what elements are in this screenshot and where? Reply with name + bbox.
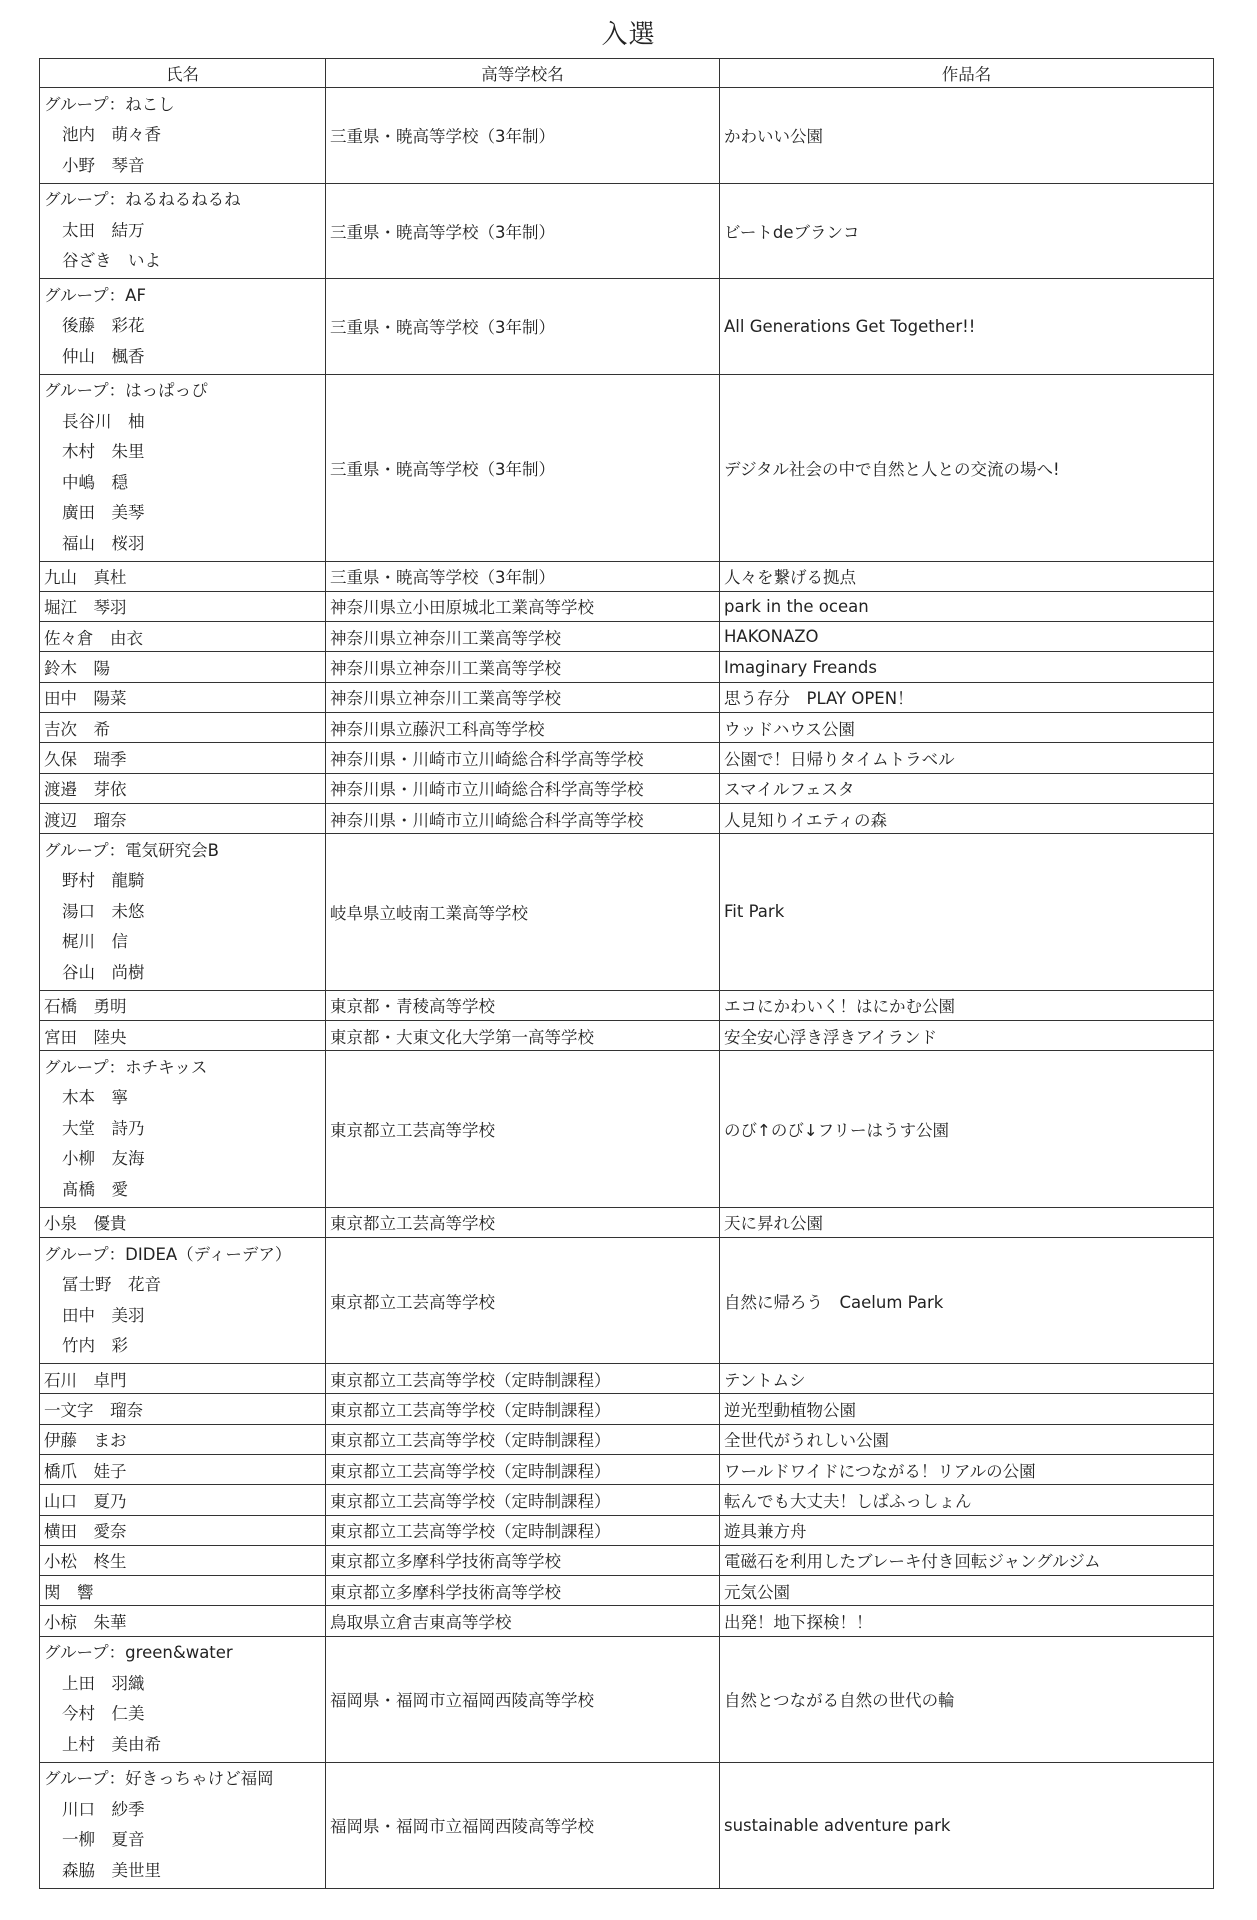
member-name: 竹内 彩 bbox=[62, 1336, 128, 1356]
school-cell: 神奈川県・川崎市立川崎総合科学高等学校 bbox=[326, 773, 720, 803]
school-cell: 神奈川県・川崎市立川崎総合科学高等学校 bbox=[326, 743, 720, 773]
work-title-cell: sustainable adventure park bbox=[720, 1762, 1214, 1888]
school-cell: 三重県・暁高等学校（3年制） bbox=[326, 88, 720, 184]
group-name: グループ：電気研究会B bbox=[44, 840, 219, 860]
member-name: 木本 寧 bbox=[62, 1088, 128, 1108]
member-name: 川口 紗季 bbox=[62, 1799, 145, 1819]
member-name: 太田 結万 bbox=[62, 220, 145, 240]
name-cell: 関 響 bbox=[40, 1576, 326, 1606]
member-name: 髙橋 愛 bbox=[62, 1179, 128, 1199]
member-name: 谷ざき いよ bbox=[62, 251, 161, 270]
school-cell: 神奈川県立神奈川工業高等学校 bbox=[326, 652, 720, 682]
work-title-cell: 電磁石を利用したブレーキ付き回転ジャングルジム bbox=[720, 1545, 1214, 1575]
award-table bbox=[39, 58, 1214, 1889]
work-title-cell: Fit Park bbox=[720, 834, 1214, 991]
table-row bbox=[40, 1238, 1214, 1364]
member-name: 大堂 詩乃 bbox=[62, 1118, 145, 1138]
member-name: 小野 琴音 bbox=[62, 155, 145, 175]
school-cell: 神奈川県・川崎市立川崎総合科学高等学校 bbox=[326, 803, 720, 833]
table-row bbox=[40, 1576, 1214, 1606]
work-title-cell: 自然に帰ろう Caelum Park bbox=[720, 1238, 1214, 1364]
group-name: グループ：はっぱっぴ bbox=[44, 381, 208, 400]
name-cell: 吉次 希 bbox=[40, 712, 326, 742]
name-cell bbox=[40, 1238, 326, 1364]
name-cell: 石川 卓門 bbox=[40, 1364, 326, 1394]
name-cell bbox=[40, 88, 326, 184]
work-title-cell: ビートdeブランコ bbox=[720, 183, 1214, 279]
name-cell: 石橋 勇明 bbox=[40, 990, 326, 1020]
work-title-cell: 転んでも大丈夫！しばふっしょん bbox=[720, 1485, 1214, 1515]
group-name: グループ：ホチキッス bbox=[44, 1057, 208, 1077]
member-name: 冨士野 花音 bbox=[62, 1275, 161, 1295]
table-row bbox=[40, 1424, 1214, 1454]
member-name: 小柳 友海 bbox=[62, 1149, 145, 1169]
member-name: 野村 龍騎 bbox=[62, 871, 145, 891]
school-cell: 福岡県・福岡市立福岡西陵高等学校 bbox=[326, 1762, 720, 1888]
member-name: 上田 羽織 bbox=[62, 1673, 145, 1693]
table-row bbox=[40, 88, 1214, 184]
work-title-cell: 人々を繋げる拠点 bbox=[720, 561, 1214, 591]
table-row bbox=[40, 183, 1214, 279]
table-row bbox=[40, 990, 1214, 1020]
member-name: 仲山 楓香 bbox=[62, 346, 145, 366]
name-cell: 久保 瑞季 bbox=[40, 743, 326, 773]
school-cell: 神奈川県立神奈川工業高等学校 bbox=[326, 682, 720, 712]
member-name: 後藤 彩花 bbox=[62, 316, 145, 335]
member-name: 森脇 美世里 bbox=[62, 1860, 161, 1880]
work-title-cell: 人見知りイエティの森 bbox=[720, 803, 1214, 833]
group-name: グループ：DIDEA（ディーデア） bbox=[44, 1244, 292, 1264]
member-name: 湯口 未悠 bbox=[62, 901, 145, 921]
work-title-cell: かわいい公園 bbox=[720, 88, 1214, 184]
work-title-cell: 公園で！日帰りタイムトラベル bbox=[720, 743, 1214, 773]
school-cell: 三重県・暁高等学校（3年制） bbox=[326, 374, 720, 561]
school-cell: 東京都立工芸高等学校 bbox=[326, 1207, 720, 1237]
table-row bbox=[40, 561, 1214, 591]
member-name: 一柳 夏音 bbox=[62, 1830, 145, 1850]
table-row bbox=[40, 1545, 1214, 1575]
table-body bbox=[40, 88, 1214, 1889]
name-cell: 伊藤 まお bbox=[40, 1424, 326, 1454]
name-cell: 小松 柊生 bbox=[40, 1545, 326, 1575]
member-name: 梶川 信 bbox=[62, 932, 128, 952]
work-title-cell: ワールドワイドにつながる！リアルの公園 bbox=[720, 1454, 1214, 1484]
work-title-cell: HAKONAZO bbox=[720, 622, 1214, 652]
group-name: グループ：ねこし bbox=[44, 94, 175, 114]
work-title-cell: スマイルフェスタ bbox=[720, 773, 1214, 803]
table-row bbox=[40, 1394, 1214, 1424]
table-row bbox=[40, 1207, 1214, 1237]
work-title-cell: 思う存分 PLAY OPEN！ bbox=[720, 682, 1214, 712]
name-cell bbox=[40, 183, 326, 279]
header-name: 氏名 bbox=[40, 59, 326, 88]
name-cell: 橋爪 娃子 bbox=[40, 1454, 326, 1484]
work-title-cell: 元気公園 bbox=[720, 1576, 1214, 1606]
table-row bbox=[40, 803, 1214, 833]
school-cell: 東京都立工芸高等学校（定時制課程） bbox=[326, 1485, 720, 1515]
school-cell: 東京都立工芸高等学校（定時制課程） bbox=[326, 1364, 720, 1394]
table-row bbox=[40, 652, 1214, 682]
school-cell: 東京都・大東文化大学第一高等学校 bbox=[326, 1020, 720, 1050]
table-row bbox=[40, 279, 1214, 375]
name-cell: 小椋 朱華 bbox=[40, 1606, 326, 1636]
table-row bbox=[40, 1364, 1214, 1394]
name-cell: 渡邉 芽依 bbox=[40, 773, 326, 803]
name-cell: 佐々倉 由衣 bbox=[40, 622, 326, 652]
table-row bbox=[40, 682, 1214, 712]
table-row bbox=[40, 591, 1214, 621]
work-title-cell: 安全安心浮き浮きアイランド bbox=[720, 1020, 1214, 1050]
school-cell: 三重県・暁高等学校（3年制） bbox=[326, 183, 720, 279]
member-name: 廣田 美琴 bbox=[62, 503, 145, 522]
table-row bbox=[40, 1051, 1214, 1208]
table-row bbox=[40, 1606, 1214, 1636]
group-name: グループ：好きっちゃけど福岡 bbox=[44, 1769, 274, 1789]
name-cell: 堀江 琴羽 bbox=[40, 591, 326, 621]
work-title-cell: 出発！地下探検！！ bbox=[720, 1606, 1214, 1636]
member-name: 上村 美由希 bbox=[62, 1734, 161, 1754]
name-cell: 宮田 陸央 bbox=[40, 1020, 326, 1050]
table-row bbox=[40, 622, 1214, 652]
name-cell: 一文字 瑠奈 bbox=[40, 1394, 326, 1424]
name-cell: 山口 夏乃 bbox=[40, 1485, 326, 1515]
table-row bbox=[40, 1636, 1214, 1762]
table-row bbox=[40, 834, 1214, 991]
work-title-cell: デジタル社会の中で自然と人との交流の場へ! bbox=[720, 374, 1214, 561]
name-cell bbox=[40, 279, 326, 375]
member-name: 田中 美羽 bbox=[62, 1305, 145, 1325]
school-cell: 東京都立工芸高等学校 bbox=[326, 1238, 720, 1364]
table-row bbox=[40, 1485, 1214, 1515]
school-cell: 東京都立工芸高等学校（定時制課程） bbox=[326, 1454, 720, 1484]
group-name: グループ：ねるねるねるね bbox=[44, 190, 241, 209]
header-work: 作品名 bbox=[720, 59, 1214, 88]
member-name: 今村 仁美 bbox=[62, 1704, 145, 1724]
table-row bbox=[40, 374, 1214, 561]
work-title-cell: のび↑のび↓フリーはうす公園 bbox=[720, 1051, 1214, 1208]
work-title-cell: 自然とつながる自然の世代の輪 bbox=[720, 1636, 1214, 1762]
work-title-cell: Imaginary Freands bbox=[720, 652, 1214, 682]
member-name: 福山 桜羽 bbox=[62, 533, 145, 553]
header-school: 高等学校名 bbox=[326, 59, 720, 88]
name-cell: 渡辺 瑠奈 bbox=[40, 803, 326, 833]
work-title-cell: ウッドハウス公園 bbox=[720, 712, 1214, 742]
school-cell: 三重県・暁高等学校（3年制） bbox=[326, 561, 720, 591]
header-row bbox=[40, 59, 1214, 88]
school-cell: 東京都立工芸高等学校 bbox=[326, 1051, 720, 1208]
member-name: 谷山 尚樹 bbox=[62, 962, 145, 982]
school-cell: 東京都立多摩科学技術高等学校 bbox=[326, 1545, 720, 1575]
work-title-cell: 遊具兼方舟 bbox=[720, 1515, 1214, 1545]
school-cell: 鳥取県立倉吉東高等学校 bbox=[326, 1606, 720, 1636]
work-title-cell: All Generations Get Together!! bbox=[720, 279, 1214, 375]
member-name: 池内 萌々香 bbox=[62, 125, 161, 144]
name-cell bbox=[40, 1051, 326, 1208]
school-cell: 神奈川県立神奈川工業高等学校 bbox=[326, 622, 720, 652]
table-row bbox=[40, 1020, 1214, 1050]
work-title-cell: park in the ocean bbox=[720, 591, 1214, 621]
name-cell: 小泉 優貴 bbox=[40, 1207, 326, 1237]
name-cell: 鈴木 陽 bbox=[40, 652, 326, 682]
name-cell: 横田 愛奈 bbox=[40, 1515, 326, 1545]
school-cell: 東京都立多摩科学技術高等学校 bbox=[326, 1576, 720, 1606]
school-cell: 東京都立工芸高等学校（定時制課程） bbox=[326, 1424, 720, 1454]
page-title: 入選 bbox=[601, 20, 656, 50]
work-title-cell: エコにかわいく！はにかむ公園 bbox=[720, 990, 1214, 1020]
name-cell bbox=[40, 1762, 326, 1888]
member-name: 長谷川 柚 bbox=[62, 411, 145, 431]
work-title-cell: 逆光型動植物公園 bbox=[720, 1394, 1214, 1424]
work-title-cell: テントムシ bbox=[720, 1364, 1214, 1394]
school-cell: 三重県・暁高等学校（3年制） bbox=[326, 279, 720, 375]
school-cell: 東京都立工芸高等学校（定時制課程） bbox=[326, 1394, 720, 1424]
school-cell: 東京都立工芸高等学校（定時制課程） bbox=[326, 1515, 720, 1545]
member-name: 中嶋 穏 bbox=[62, 472, 128, 492]
table-row bbox=[40, 773, 1214, 803]
table-row bbox=[40, 1454, 1214, 1484]
table-row bbox=[40, 743, 1214, 773]
name-cell: 田中 陽菜 bbox=[40, 682, 326, 712]
school-cell: 神奈川県立藤沢工科高等学校 bbox=[326, 712, 720, 742]
table-row bbox=[40, 712, 1214, 742]
name-cell: 九山 真杜 bbox=[40, 561, 326, 591]
table-row bbox=[40, 1762, 1214, 1888]
name-cell bbox=[40, 374, 326, 561]
group-name: グループ：green&water bbox=[44, 1643, 233, 1663]
school-cell: 岐阜県立岐南工業高等学校 bbox=[326, 834, 720, 991]
school-cell: 福岡県・福岡市立福岡西陵高等学校 bbox=[326, 1636, 720, 1762]
group-name: グループ：AF bbox=[44, 285, 146, 305]
work-title-cell: 天に昇れ公園 bbox=[720, 1207, 1214, 1237]
name-cell bbox=[40, 1636, 326, 1762]
work-title-cell: 全世代がうれしい公園 bbox=[720, 1424, 1214, 1454]
school-cell: 東京都・青稜高等学校 bbox=[326, 990, 720, 1020]
school-cell: 神奈川県立小田原城北工業高等学校 bbox=[326, 591, 720, 621]
member-name: 木村 朱里 bbox=[62, 442, 145, 461]
name-cell bbox=[40, 834, 326, 991]
table-row bbox=[40, 1515, 1214, 1545]
